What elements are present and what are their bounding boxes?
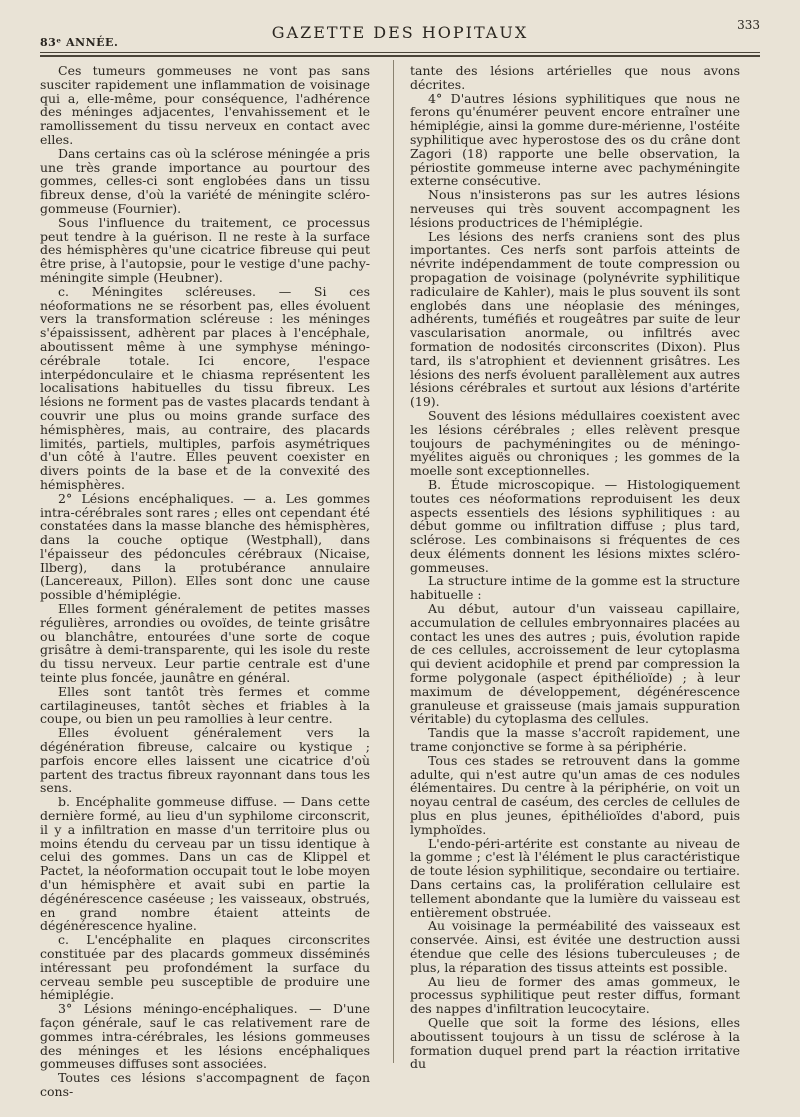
paragraph: c. L'encéphalite en plaques circonscrites constituée par des placards gommeux disséminés intéressant peu profondément la surface du cerveau semble peu susceptible de produire une hémiplégie. bbox=[40, 932, 370, 1003]
paragraph: Tandis que la masse s'accroît rapidement, une trame conjonctive se forme à sa périphérie. bbox=[410, 725, 740, 755]
paragraph: tante des lésions artérielles que nous avons décrites. bbox=[410, 63, 740, 92]
paragraph: Souvent des lésions médullaires coexistent avec les lésions cérébrales ; elles relèvent presque toujours de pachyméningites ou de méningo-myélites aiguës ou chroniques ; les gommes de la moelle sont exceptionnelles. bbox=[410, 407, 740, 479]
paragraph: 3° Lésions méningo-encéphaliques. — D'une façon générale, sauf le cas relativement rare de gommes intra-cérébrales, les lésions gommeuses des méninges et les lésions encéphaliques gommeuses diffuses sont associées. bbox=[40, 1001, 370, 1072]
paragraph: Elles forment généralement de petites masses régulières, arrondies ou ovoïdes, de teinte grisâtre ou blanchâtre, entourées d'une sorte de coque grisâtre à demi-transparente, qui les isole du reste du tissu nerveux. Leur partie centrale est d'une teinte plus foncée, jaunâtre en général. bbox=[40, 601, 370, 686]
paragraph: Les lésions des nerfs craniens sont des plus importantes. Ces nerfs sont parfois atteints de névrite indépendamment de toute compression ou propagation de voisinage (polynévrite syphilitique radiculaire de Kahler), mais le plus souvent ils sont englobés dans une néoplasie des méninges, adhérents, tuméfiés et rougeâtres par suite de leur vascularisation anormale, ou infiltrés avec formation de nodosités circonscrites (Dixon). Plus tard, ils s'atrophient et deviennent grisâtres. Les lésions des nerfs évoluent parallèlement aux autres lésions cérébrales et surtout aux lésions d'artérite (19). bbox=[410, 228, 740, 410]
paragraph: 4° D'autres lésions syphilitiques que nous ne ferons qu'énumérer peuvent encore entraîner une hémiplégie, ainsi la gomme dure-mérienne, l'ostéite syphilitique avec hyperostose des os du crâne dont Zagori (18) rapporte une belle observation, la périostite gommeuse interne avec pachyméningite externe consécutive. bbox=[410, 90, 740, 189]
paragraph: b. Encéphalite gommeuse diffuse. — Dans cette dernière formé, au lieu d'un syphilome circonscrit, il y a infiltration en masse d'un territoire plus ou moins étendu du cerveau par un tissu identique à celui des gommes. Dans un cas de Klippel et Pactet, la néoformation occupait tout le lobe moyen d'un hémisphère et avait subi en partie la dégénérescence caséeuse ; les vaisseaux, obstrués, en grand nombre étaient atteints de dégénérescence hyaline. bbox=[40, 794, 370, 934]
paragraph: Sous l'influence du traitement, ce processus peut tendre à la guérison. Il ne reste à la surface des hémisphères qu'une cicatrice fibreuse qui peut être prise, à l'autopsie, pour le vestige d'une pachy-méningite simple (Heubner). bbox=[40, 214, 370, 285]
year-label: 83ᵉ ANNÉE. bbox=[40, 36, 119, 49]
paragraph: La structure intime de la gomme est la structure habituelle : bbox=[410, 573, 740, 603]
left-column bbox=[40, 64, 370, 1099]
paragraph: Elles sont tantôt très fermes et comme cartilagineuses, tantôt sèches et friables à la coupe, ou bien un peu ramollies à leur centre. bbox=[40, 683, 370, 727]
page-header bbox=[40, 14, 760, 50]
journal-title: GAZETTE DES HOPITAUX bbox=[271, 23, 529, 42]
paragraph: Tous ces stades se retrouvent dans la gomme adulte, qui n'est autre qu'un amas de ces nodules élémentaires. Du centre à la périphérie, on voit un noyau central de caséum, des cercles de cellules de plus en plus jeunes, épithélioïdes d'abord, puis lymphoïdes. bbox=[410, 752, 740, 837]
paragraph: Au début, autour d'un vaisseau capillaire, accumulation de cellules embryonnaires placées au contact les unes des autres ; puis, évolution rapide de ces cellules, accroissement de leur cytoplasma qui devient acidophile et prend par compression la forme polygonale (aspect épithélioïde) ; à leur maximum de développement, dégénérescence granuleuse et graisseuse (mais jamais suppuration véritable) du cytoplasma des cellules. bbox=[410, 601, 740, 727]
paragraph: Ces tumeurs gommeuses ne vont pas sans susciter rapidement une inflammation de voisinage qui a, elle-même, pour conséquence, l'adhérence des méninges adjacentes, l'envahissement et le ramollissement du tissu nerveux en contact avec elles. bbox=[40, 63, 370, 147]
paragraph: Au lieu de former des amas gommeux, le processus syphilitique peut rester diffus, formant des nappes d'infiltration leucocytaire. bbox=[410, 973, 740, 1017]
paragraph: Au voisinage la perméabilité des vaisseaux est conservée. Ainsi, est évitée une destruction aussi étendue que celle des lésions tuberculeuses ; de plus, la réparation des tissus atteints est possible. bbox=[410, 918, 740, 975]
paragraph: Elles évoluent généralement vers la dégénération fibreuse, calcaire ou kystique ; parfois encore elles laissent une cicatrice d'où partent des tractus fibreux rayonnant dans tous les sens. bbox=[40, 725, 370, 796]
header-rule bbox=[40, 52, 760, 53]
paragraph: B. Étude microscopique. — Histologiquement toutes ces néoformations reproduisent les deux aspects essentiels des lésions syphilitiques : au début gomme ou infiltration diffuse ; plus tard, sclérose. Les combinaisons si fréquentes de ces deux éléments donnent les lésions mixtes scléro-gommeuses. bbox=[410, 476, 740, 575]
right-column bbox=[410, 64, 740, 1071]
paragraph: Quelle que soit la forme des lésions, elles aboutissent toujours à un tissu de sclérose à la formation duquel prend part la réaction irritative du bbox=[410, 1014, 740, 1072]
paragraph: 2° Lésions encéphaliques. — a. Les gommes intra-cérébrales sont rares ; elles ont cependant été constatées dans la masse blanche des hémisphères, dans la couche optique (Westphall), dans l'épaisseur des pédoncules cérébraux (Nicaise, Ilberg), dans la protubérance annulaire (Lancereaux, Pillon). Elles sont donc une cause possible d'hémiplégie. bbox=[40, 490, 370, 603]
paragraph: c. Méningites scléreuses. — Si ces néoformations ne se résorbent pas, elles évoluent vers la transformation scléreuse : les méninges s'épaississent, adhèrent par places à l'encéphale, aboutissent même à une symphyse méningo-cérébrale totale. Ici encore, l'espace interpédonculaire et le chiasma représentent les localisations habituelles du tissu fibreux. Les lésions ne forment pas de vastes placards tendant à couvrir une plus ou moins grande surface des hémisphères, mais, au contraire, des placards limités, partiels, multiples, parfois asymétriques d'un côté à l'autre. Elles peuvent coexister en divers points de la base et de la convexité des hémisphères. bbox=[40, 283, 370, 492]
paragraph: Nous n'insisterons pas sur les autres lésions nerveuses qui très souvent accompagnent les lésions productrices de l'hémiplégie. bbox=[410, 187, 740, 230]
column-divider bbox=[393, 60, 394, 1063]
paragraph: Toutes ces lésions s'accompagnent de façon cons- bbox=[40, 1070, 370, 1099]
page-number: 333 bbox=[737, 18, 760, 32]
paragraph: L'endo-péri-artérite est constante au niveau de la gomme ; c'est là l'élément le plus caractéristique de toute lésion syphilitique, secondaire ou tertiaire. Dans certains cas, la prolifération cellulaire est tellement abondante que la lumière du vaisseau est entièrement obstruée. bbox=[410, 835, 740, 920]
header-double-rule bbox=[40, 55, 760, 57]
paragraph: Dans certains cas où la sclérose méningée a pris une très grande importance au pourtour des gommes, celles-ci sont englobées dans un tissu fibreux dense, d'où la variété de méningite scléro-gommeuse (Fournier). bbox=[40, 145, 370, 216]
